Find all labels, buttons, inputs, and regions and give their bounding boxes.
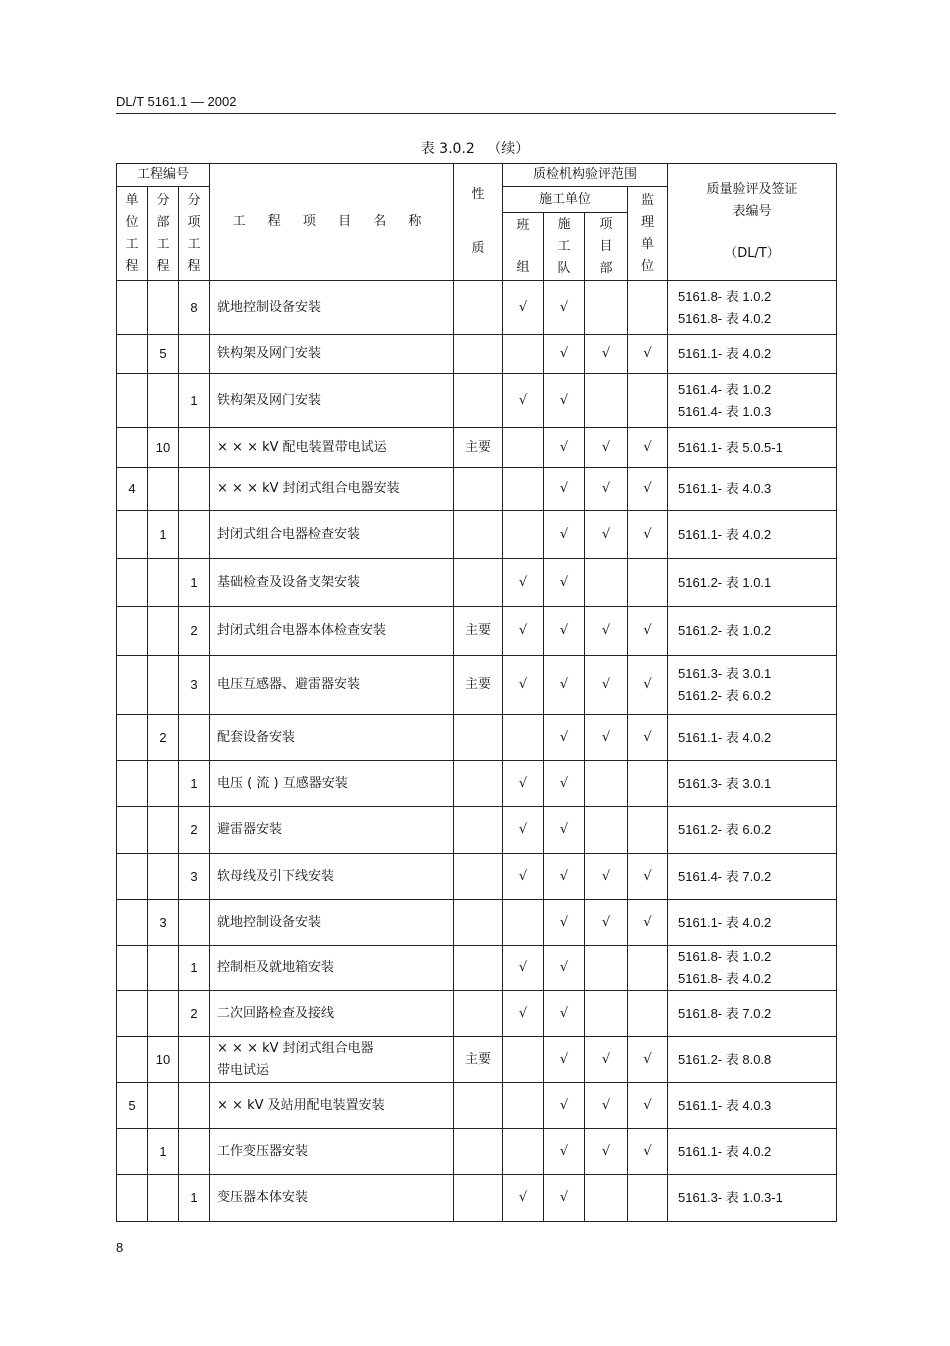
unit-number bbox=[117, 281, 148, 335]
form-code: 5161.8- 表 1.0.2 5161.8- 表 4.0.2 bbox=[668, 946, 837, 991]
project-name: 就地控制设备安装 bbox=[210, 281, 454, 335]
unit-number bbox=[117, 715, 148, 761]
sub-number: 5 bbox=[148, 335, 179, 374]
check-department: √ bbox=[585, 511, 628, 559]
form-code: 5161.1- 表 4.0.2 bbox=[668, 335, 837, 374]
check-department: √ bbox=[585, 607, 628, 656]
sub-number: 1 bbox=[148, 511, 179, 559]
check-team: √ bbox=[503, 761, 544, 807]
unit-number bbox=[117, 854, 148, 900]
nature bbox=[454, 1129, 503, 1175]
item-number bbox=[179, 900, 210, 946]
check-department bbox=[585, 374, 628, 428]
nature bbox=[454, 900, 503, 946]
check-department bbox=[585, 991, 628, 1037]
check-department bbox=[585, 946, 628, 991]
nature bbox=[454, 281, 503, 335]
project-name: 二次回路检查及接线 bbox=[210, 991, 454, 1037]
form-code: 5161.2- 表 6.0.2 bbox=[668, 807, 837, 854]
form-code: 5161.8- 表 7.0.2 bbox=[668, 991, 837, 1037]
form-code: 5161.4- 表 1.0.2 5161.4- 表 1.0.3 bbox=[668, 374, 837, 428]
unit-number bbox=[117, 656, 148, 715]
check-crew: √ bbox=[544, 761, 585, 807]
table-row bbox=[117, 900, 837, 946]
project-name: 控制柜及就地箱安装 bbox=[210, 946, 454, 991]
table-row bbox=[117, 1083, 837, 1129]
check-crew: √ bbox=[544, 807, 585, 854]
check-department: √ bbox=[585, 900, 628, 946]
check-crew: √ bbox=[544, 900, 585, 946]
check-department: √ bbox=[585, 1037, 628, 1083]
check-supervisor: √ bbox=[628, 715, 668, 761]
item-number bbox=[179, 1083, 210, 1129]
check-supervisor: √ bbox=[628, 468, 668, 511]
sub-number: 10 bbox=[148, 428, 179, 468]
item-number bbox=[179, 468, 210, 511]
table-row bbox=[117, 428, 837, 468]
unit-number bbox=[117, 511, 148, 559]
check-team bbox=[503, 900, 544, 946]
check-team bbox=[503, 511, 544, 559]
unit-number bbox=[117, 428, 148, 468]
nature bbox=[454, 511, 503, 559]
item-number bbox=[179, 428, 210, 468]
item-number bbox=[179, 715, 210, 761]
project-name: 封闭式组合电器本体检查安装 bbox=[210, 607, 454, 656]
check-department: √ bbox=[585, 715, 628, 761]
nature bbox=[454, 807, 503, 854]
item-number: 3 bbox=[179, 854, 210, 900]
check-team bbox=[503, 468, 544, 511]
check-team: √ bbox=[503, 656, 544, 715]
table-continued: （续） bbox=[487, 141, 530, 157]
nature: 主要 bbox=[454, 1037, 503, 1083]
check-supervisor: √ bbox=[628, 428, 668, 468]
check-team bbox=[503, 1083, 544, 1129]
check-supervisor: √ bbox=[628, 607, 668, 656]
item-number: 2 bbox=[179, 607, 210, 656]
unit-number: 4 bbox=[117, 468, 148, 511]
nature bbox=[454, 559, 503, 607]
table-row bbox=[117, 854, 837, 900]
check-supervisor bbox=[628, 559, 668, 607]
check-crew: √ bbox=[544, 428, 585, 468]
check-supervisor: √ bbox=[628, 900, 668, 946]
header-inspection-scope: 质检机构验评范围 bbox=[503, 164, 668, 187]
unit-number bbox=[117, 1175, 148, 1222]
check-supervisor: √ bbox=[628, 1083, 668, 1129]
header-team: 班 组 bbox=[503, 213, 544, 281]
check-supervisor: √ bbox=[628, 511, 668, 559]
form-code: 5161.8- 表 1.0.2 5161.8- 表 4.0.2 bbox=[668, 281, 837, 335]
sub-number bbox=[148, 559, 179, 607]
check-crew: √ bbox=[544, 946, 585, 991]
project-table bbox=[116, 163, 837, 1222]
check-supervisor bbox=[628, 991, 668, 1037]
check-crew: √ bbox=[544, 656, 585, 715]
header-project-number: 工程编号 bbox=[117, 164, 210, 187]
nature bbox=[454, 1083, 503, 1129]
check-department: √ bbox=[585, 656, 628, 715]
sub-number: 10 bbox=[148, 1037, 179, 1083]
header-item-project: 分 项 工 程 bbox=[179, 187, 210, 281]
sub-number bbox=[148, 656, 179, 715]
sub-number bbox=[148, 468, 179, 511]
nature: 主要 bbox=[454, 428, 503, 468]
nature: 主要 bbox=[454, 656, 503, 715]
table-row bbox=[117, 946, 837, 991]
form-code: 5161.2- 表 1.0.2 bbox=[668, 607, 837, 656]
check-team: √ bbox=[503, 559, 544, 607]
check-crew: √ bbox=[544, 1083, 585, 1129]
check-crew: √ bbox=[544, 715, 585, 761]
unit-number bbox=[117, 374, 148, 428]
check-team bbox=[503, 428, 544, 468]
sub-number: 3 bbox=[148, 900, 179, 946]
table-row bbox=[117, 607, 837, 656]
unit-number bbox=[117, 335, 148, 374]
check-department: √ bbox=[585, 468, 628, 511]
project-name: 电压互感器、避雷器安装 bbox=[210, 656, 454, 715]
project-name: × × kV 及站用配电装置安装 bbox=[210, 1083, 454, 1129]
project-name: 变压器本体安装 bbox=[210, 1175, 454, 1222]
check-team: √ bbox=[503, 854, 544, 900]
sub-number bbox=[148, 1175, 179, 1222]
nature bbox=[454, 946, 503, 991]
table-row bbox=[117, 559, 837, 607]
header-project-name: 工 程 项 目 名 称 bbox=[210, 164, 454, 281]
unit-number bbox=[117, 991, 148, 1037]
table-row bbox=[117, 468, 837, 511]
check-team: √ bbox=[503, 374, 544, 428]
check-supervisor bbox=[628, 946, 668, 991]
document-code: DL/T 5161.1 — 2002 bbox=[116, 94, 237, 109]
check-crew: √ bbox=[544, 374, 585, 428]
table-row bbox=[117, 1175, 837, 1222]
sub-number bbox=[148, 991, 179, 1037]
check-supervisor: √ bbox=[628, 1037, 668, 1083]
sub-number bbox=[148, 807, 179, 854]
check-department: √ bbox=[585, 335, 628, 374]
check-supervisor: √ bbox=[628, 656, 668, 715]
unit-number bbox=[117, 946, 148, 991]
header-rule bbox=[116, 113, 836, 114]
project-name: 基础检查及设备支架安装 bbox=[210, 559, 454, 607]
form-code: 5161.4- 表 7.0.2 bbox=[668, 854, 837, 900]
project-name: 配套设备安装 bbox=[210, 715, 454, 761]
form-code: 5161.1- 表 4.0.2 bbox=[668, 511, 837, 559]
form-code: 5161.3- 表 3.0.1 bbox=[668, 761, 837, 807]
project-name: 铁构架及网门安装 bbox=[210, 335, 454, 374]
table-row bbox=[117, 656, 837, 715]
item-number bbox=[179, 1037, 210, 1083]
sub-number bbox=[148, 1083, 179, 1129]
table-header bbox=[117, 164, 837, 281]
project-name: 封闭式组合电器检查安装 bbox=[210, 511, 454, 559]
project-name: 工作变压器安装 bbox=[210, 1129, 454, 1175]
check-department: √ bbox=[585, 1129, 628, 1175]
check-supervisor bbox=[628, 807, 668, 854]
form-code: 5161.1- 表 4.0.2 bbox=[668, 715, 837, 761]
header-nature: 性 质 bbox=[454, 164, 503, 281]
nature bbox=[454, 854, 503, 900]
form-code: 5161.1- 表 5.0.5-1 bbox=[668, 428, 837, 468]
check-crew: √ bbox=[544, 991, 585, 1037]
check-department bbox=[585, 761, 628, 807]
check-supervisor: √ bbox=[628, 335, 668, 374]
form-code: 5161.1- 表 4.0.2 bbox=[668, 1129, 837, 1175]
item-number: 1 bbox=[179, 559, 210, 607]
table-row bbox=[117, 335, 837, 374]
nature bbox=[454, 1175, 503, 1222]
table-row bbox=[117, 1129, 837, 1175]
item-number: 1 bbox=[179, 761, 210, 807]
unit-number bbox=[117, 559, 148, 607]
project-name: × × × kV 封闭式组合电器安装 bbox=[210, 468, 454, 511]
item-number: 8 bbox=[179, 281, 210, 335]
table-row bbox=[117, 374, 837, 428]
table-row bbox=[117, 281, 837, 335]
form-code: 5161.1- 表 4.0.2 bbox=[668, 900, 837, 946]
table-row bbox=[117, 511, 837, 559]
project-name: 就地控制设备安装 bbox=[210, 900, 454, 946]
sub-number bbox=[148, 761, 179, 807]
check-crew: √ bbox=[544, 1129, 585, 1175]
item-number bbox=[179, 335, 210, 374]
check-supervisor bbox=[628, 1175, 668, 1222]
project-name: 避雷器安装 bbox=[210, 807, 454, 854]
check-crew: √ bbox=[544, 335, 585, 374]
header-sub-project: 分 部 工 程 bbox=[148, 187, 179, 281]
table-body bbox=[117, 281, 837, 1222]
check-department bbox=[585, 1175, 628, 1222]
unit-number: 5 bbox=[117, 1083, 148, 1129]
table-caption bbox=[0, 138, 950, 158]
check-team bbox=[503, 335, 544, 374]
table-row bbox=[117, 1037, 837, 1083]
nature bbox=[454, 715, 503, 761]
nature bbox=[454, 991, 503, 1037]
item-number: 2 bbox=[179, 807, 210, 854]
sub-number bbox=[148, 946, 179, 991]
form-code: 5161.2- 表 8.0.8 bbox=[668, 1037, 837, 1083]
form-code: 5161.3- 表 1.0.3-1 bbox=[668, 1175, 837, 1222]
check-supervisor bbox=[628, 281, 668, 335]
check-crew: √ bbox=[544, 854, 585, 900]
project-name: 电压 ( 流 ) 互感器安装 bbox=[210, 761, 454, 807]
item-number: 1 bbox=[179, 1175, 210, 1222]
check-team bbox=[503, 1037, 544, 1083]
project-name: 软母线及引下线安装 bbox=[210, 854, 454, 900]
unit-number bbox=[117, 761, 148, 807]
header-unit-project: 单 位 工 程 bbox=[117, 187, 148, 281]
form-code: 5161.3- 表 3.0.1 5161.2- 表 6.0.2 bbox=[668, 656, 837, 715]
sub-number: 1 bbox=[148, 1129, 179, 1175]
unit-number bbox=[117, 1037, 148, 1083]
project-name: × × × kV 封闭式组合电器 带电试运 bbox=[210, 1037, 454, 1083]
sub-number bbox=[148, 374, 179, 428]
item-number bbox=[179, 1129, 210, 1175]
sub-number bbox=[148, 854, 179, 900]
check-supervisor bbox=[628, 761, 668, 807]
table-row bbox=[117, 715, 837, 761]
check-crew: √ bbox=[544, 468, 585, 511]
nature: 主要 bbox=[454, 607, 503, 656]
sub-number bbox=[148, 607, 179, 656]
table-row bbox=[117, 761, 837, 807]
check-crew: √ bbox=[544, 607, 585, 656]
check-supervisor: √ bbox=[628, 1129, 668, 1175]
check-department: √ bbox=[585, 1083, 628, 1129]
item-number: 3 bbox=[179, 656, 210, 715]
check-team bbox=[503, 1129, 544, 1175]
nature bbox=[454, 468, 503, 511]
header-supervisor: 监 理 单 位 bbox=[628, 187, 668, 281]
form-code: 5161.1- 表 4.0.3 bbox=[668, 468, 837, 511]
nature bbox=[454, 761, 503, 807]
item-number: 1 bbox=[179, 946, 210, 991]
unit-number bbox=[117, 1129, 148, 1175]
form-code: 5161.2- 表 1.0.1 bbox=[668, 559, 837, 607]
check-crew: √ bbox=[544, 559, 585, 607]
check-department: √ bbox=[585, 428, 628, 468]
check-team: √ bbox=[503, 807, 544, 854]
check-team: √ bbox=[503, 607, 544, 656]
sub-number bbox=[148, 281, 179, 335]
check-department: √ bbox=[585, 854, 628, 900]
check-team bbox=[503, 715, 544, 761]
unit-number bbox=[117, 807, 148, 854]
nature bbox=[454, 374, 503, 428]
check-team: √ bbox=[503, 946, 544, 991]
unit-number bbox=[117, 900, 148, 946]
sub-number: 2 bbox=[148, 715, 179, 761]
table-number: 表 3.0.2 bbox=[420, 141, 475, 157]
header-contractor: 施工单位 bbox=[503, 187, 628, 213]
header-form-number: 质量验评及签证 表编号 （DL/T） bbox=[668, 164, 837, 281]
check-team: √ bbox=[503, 1175, 544, 1222]
header-construction-crew: 施 工 队 bbox=[544, 213, 585, 281]
check-team: √ bbox=[503, 281, 544, 335]
page-number: 8 bbox=[116, 1240, 124, 1255]
check-department bbox=[585, 281, 628, 335]
check-department bbox=[585, 559, 628, 607]
check-supervisor bbox=[628, 374, 668, 428]
check-crew: √ bbox=[544, 281, 585, 335]
check-supervisor: √ bbox=[628, 854, 668, 900]
header-project-department: 项 目 部 bbox=[585, 213, 628, 281]
project-name: × × × kV 配电装置带电试运 bbox=[210, 428, 454, 468]
nature bbox=[454, 335, 503, 374]
item-number: 2 bbox=[179, 991, 210, 1037]
check-crew: √ bbox=[544, 1037, 585, 1083]
project-name: 铁构架及网门安装 bbox=[210, 374, 454, 428]
check-crew: √ bbox=[544, 1175, 585, 1222]
unit-number bbox=[117, 607, 148, 656]
table-row bbox=[117, 991, 837, 1037]
item-number bbox=[179, 511, 210, 559]
item-number: 1 bbox=[179, 374, 210, 428]
check-department bbox=[585, 807, 628, 854]
check-team: √ bbox=[503, 991, 544, 1037]
form-code: 5161.1- 表 4.0.3 bbox=[668, 1083, 837, 1129]
table-row bbox=[117, 807, 837, 854]
check-crew: √ bbox=[544, 511, 585, 559]
